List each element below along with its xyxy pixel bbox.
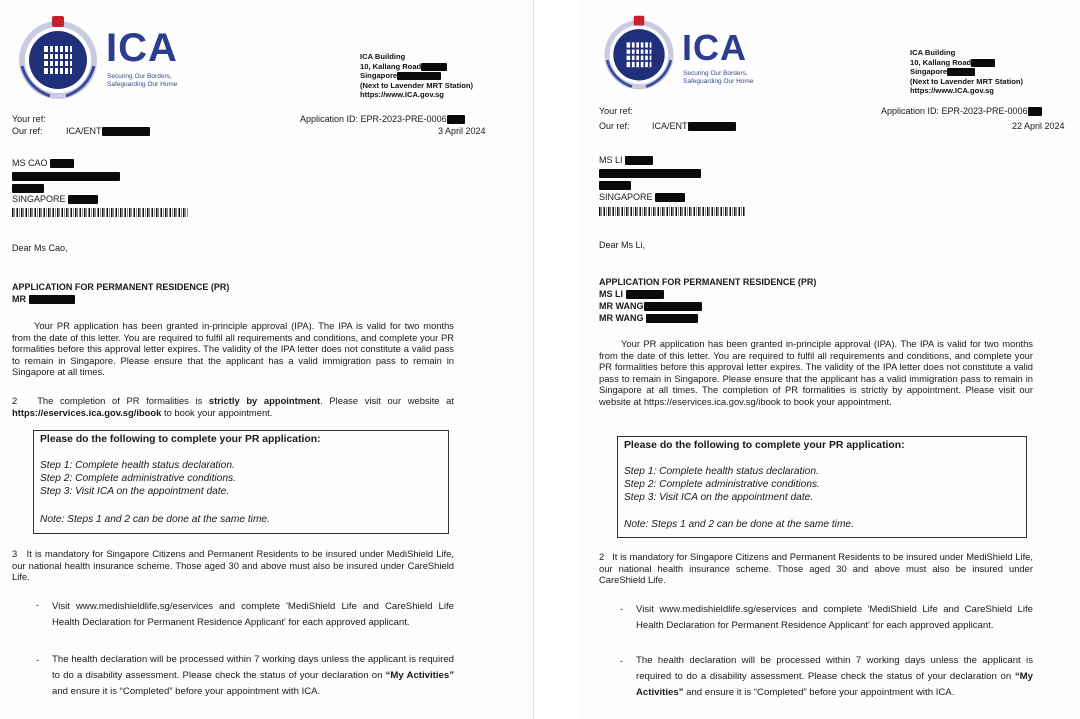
barcode xyxy=(12,207,188,218)
step-1: Step 1: Complete health status declaration. xyxy=(624,466,819,477)
your-ref-label: Your ref: xyxy=(599,106,633,116)
recipient-country: SINGAPORE xyxy=(12,194,98,205)
our-ref-label: Our ref: xyxy=(599,121,630,131)
letter-date: 22 April 2024 xyxy=(1012,121,1065,131)
steps-note: Note: Steps 1 and 2 can be done at the same time. xyxy=(624,519,854,530)
recipient-address-line xyxy=(599,168,701,179)
bullet-health-declaration: Visit www.medishieldlife.sg/eservices and complete 'MediShield Life and CareShield Life Health Declaration for Permanent Residence Applicant' for each approved applicant. xyxy=(636,604,1033,631)
recipient-address-line xyxy=(12,183,44,194)
letter-date: 3 April 2024 xyxy=(438,126,486,136)
subject-line: APPLICATION FOR PERMANENT RESIDENCE (PR) xyxy=(599,277,817,287)
applicant-name: MR WANG xyxy=(599,301,702,312)
step-2: Step 2: Complete administrative conditions. xyxy=(624,479,820,490)
step-3: Step 3: Visit ICA on the appointment date. xyxy=(40,486,230,497)
steps-box xyxy=(33,430,449,534)
paragraph-appointment: 2 The completion of PR formalities is strictly by appointment. Please visit our website at https://eservices.ica.gov.sg/ibook to book your appointment. xyxy=(12,395,454,418)
our-ref-label: Our ref: xyxy=(12,126,43,136)
ica-logo-text: ICA xyxy=(106,26,178,70)
applicant-name: MS LI xyxy=(599,289,664,300)
ica-address: ICA Building 10, Kallang Road Singapore (Next to Lavender MRT Station) https://www.ICA.gov.sg xyxy=(910,48,1024,96)
letter-left xyxy=(0,0,534,719)
recipient-address-line xyxy=(599,180,631,191)
bullet-health-declaration: Visit www.medishieldlife.sg/eservices and complete 'MediShield Life and CareShield Life Health Declaration for Permanent Residence Applicant' for each approved applicant. xyxy=(52,601,454,628)
step-3: Step 3: Visit ICA on the appointment date. xyxy=(624,492,814,503)
steps-box xyxy=(617,436,1027,538)
ica-crest-icon xyxy=(600,14,678,92)
step-2: Step 2: Complete administrative conditions. xyxy=(40,473,236,484)
applicant-name: MR WANG xyxy=(599,313,698,324)
salutation: Dear Ms Cao, xyxy=(12,243,68,253)
bullet-dot: - xyxy=(620,656,623,666)
barcode xyxy=(599,206,745,217)
your-ref-label: Your ref: xyxy=(12,114,46,124)
application-id: Application ID: EPR-2023-PRE-0006 xyxy=(881,106,1042,117)
bullet-dot: - xyxy=(36,600,39,610)
paragraph-ipa: Your PR application has been granted in-principle approval (IPA). The IPA is valid for two months from the date of this letter. You are required to fulfil all requirements and conditions, and complete your PR formalities before this approval letter expires. The validity of the IPA letter does not constitute a valid pass to remain in Singapore. Please ensure that the applicant has a valid immigration pass to remain in Singapore at all times. xyxy=(12,320,454,378)
recipient-address-line xyxy=(12,171,120,182)
paragraph-medishield: 2 It is mandatory for Singapore Citizens and Permanent Residents to be insured under MediShield Life, our national health insurance scheme. Those aged 30 and above must also be insured under CareShield Life. xyxy=(599,551,1033,586)
bullet-dot: - xyxy=(36,655,39,665)
ica-crest-icon xyxy=(14,14,102,102)
bullet-processing: The health declaration will be processed within 7 working days unless the applicant is required to do a disability assessment. Please check the status of your declaration on “My Activities” and ensure it is “Completed” before your appointment with ICA. xyxy=(52,654,454,697)
steps-box-title: Please do the following to complete your PR application: xyxy=(624,440,905,451)
steps-note: Note: Steps 1 and 2 can be done at the same time. xyxy=(40,514,270,525)
applicant-name: MR xyxy=(12,294,75,305)
paragraph-ipa: Your PR application has been granted in-principle approval (IPA). The IPA is valid for two months from the date of this letter. You are required to fulfil all requirements and conditions, and complete your PR formalities before this approval letter expires. The validity of the IPA letter does not constitute a valid pass to remain in Singapore. Please ensure that the applicant has a valid immigration pass to remain in Singapore at all times. The completion of PR formalities is strictly by appointment. Please visit our website at https://eservices.ica.gov.sg/ibook to book your appointment. xyxy=(599,338,1033,407)
recipient-country: SINGAPORE xyxy=(599,192,685,203)
ica-logo-text: ICA xyxy=(682,27,747,68)
ica-address: ICA Building 10, Kallang Road Singapore (Next to Lavender MRT Station) https://www.ICA.gov.sg xyxy=(360,52,474,100)
application-id: Application ID: EPR-2023-PRE-0006 xyxy=(300,114,465,125)
ibook-link: https://eservices.ica.gov.sg/ibook xyxy=(12,406,162,418)
our-ref-value: ICA/ENT xyxy=(652,121,736,132)
ica-tagline: Securing Our Borders, Safeguarding Our Home xyxy=(107,73,178,88)
ica-tagline: Securing Our Borders, Safeguarding Our Home xyxy=(683,70,754,85)
letter-right xyxy=(580,0,1080,719)
recipient-name: MS LI xyxy=(599,155,653,166)
bullet-dot: - xyxy=(620,604,623,614)
step-1: Step 1: Complete health status declaration. xyxy=(40,460,235,471)
paragraph-medishield: 3 It is mandatory for Singapore Citizens and Permanent Residents to be insured under MediShield Life, our national health insurance scheme. Those aged 30 and above must also be insured under CareShield Life. xyxy=(12,548,454,583)
bullet-processing: The health declaration will be processed within 7 working days unless the applicant is required to do a disability assessment. Please check the status of your declaration on “My Activities” and ensure it is “Completed” before your appointment with ICA. xyxy=(636,655,1033,698)
our-ref-value: ICA/ENT xyxy=(66,126,150,137)
salutation: Dear Ms Li, xyxy=(599,240,646,250)
recipient-name: MS CAO xyxy=(12,158,74,169)
page-gap xyxy=(534,0,580,719)
steps-box-title: Please do the following to complete your PR application: xyxy=(40,434,321,445)
subject-line: APPLICATION FOR PERMANENT RESIDENCE (PR) xyxy=(12,282,230,292)
